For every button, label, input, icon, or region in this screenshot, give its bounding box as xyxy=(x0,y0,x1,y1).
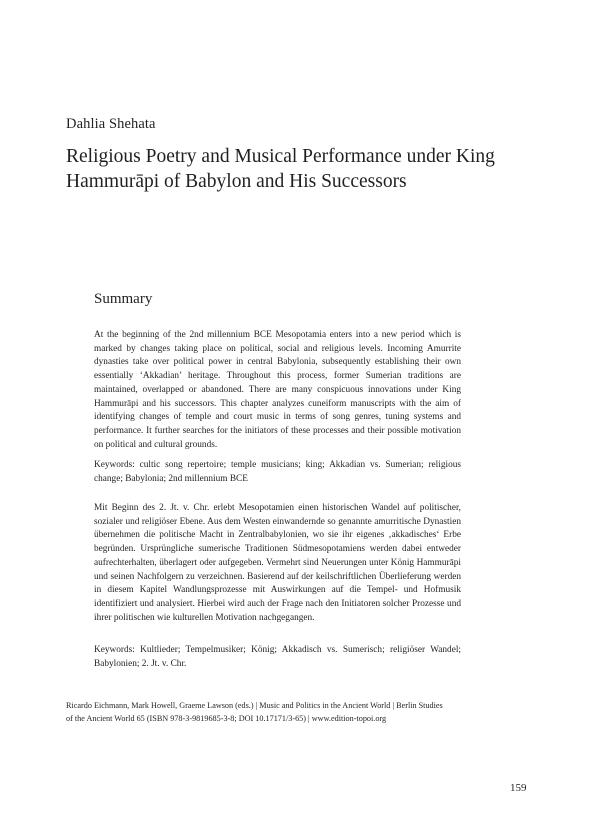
abstract-english: At the beginning of the 2nd millennium BCE Mesopotamia enters into a new period which is marked by changes taking place on political, social and religious levels. Incoming Amurrite dynasties take over political power in central Babylonia, subsequently establishing their own essentially ‘Akkadian’ heritage. Throughout this process, former Sumerian traditions are maintained, overlapped or abandoned. There are many conspicuous innovations under King Hammurāpi and his successors. This chapter analyzes cuneiform manuscripts with the aim of identifying changes of temple and court music in terms of song genres, tuning systems and performance. It further searches for the initiators of these processes and their possible motivation on political and cultural grounds. xyxy=(94,330,461,450)
abstract-german: Mit Beginn des 2. Jt. v. Chr. erlebt Mesopotamien einen historischen Wandel auf politischer, sozialer und religiöser Ebene. Aus dem Westen einwandernde so genannte amurritische Dynastien übernehmen die politische Macht in Zentralbabylonien, wo sie ihr eigenes ‚akkadisches‘ Erbe begründen. Ursprüngliche sumerische Traditionen Südmesopotamiens werden dabei entweder aufrechterhalten, überlagert oder aufgegeben. Vermehrt sind Neuerungen unter König Hammurāpi und seinen Nachfolgern zu verzeichnen. Basierend auf der keilschriftlichen Überlieferung werden in diesem Kapitel Wandlungsprozesse mit Auswirkungen auf die Tempel- und Hofmusik identifiziert und analysiert. Hierbei wird auch der Frage nach den Initiatoren solcher Prozesse und ihrer politischen wie kulturellen Motivation nachgegangen. xyxy=(94,503,461,623)
keywords-german: Keywords: Kultlieder; Tempelmusiker; König; Akkadisch vs. Sumerisch; religiöser Wandel; Babylonien; 2. Jt. v. Chr. xyxy=(94,645,461,669)
chapter-title: Religious Poetry and Musical Performance under King Hammurāpi of Babylon and His Successors xyxy=(66,146,495,192)
author-name: Dahlia Shehata xyxy=(66,116,156,132)
summary-heading: Summary xyxy=(94,291,153,307)
page-number: 159 xyxy=(510,782,527,794)
keywords-english: Keywords: cultic song repertoire; temple musicians; king; Akkadian vs. Sumerian; religious change; Babylonia; 2nd millennium BCE xyxy=(94,460,461,484)
footer-citation: Ricardo Eichmann, Mark Howell, Graeme Lawson (eds.) | Music and Politics in the Ancient World | Berlin Studies of the Ancient World 65 (ISBN 978-3-9819685-3-8; DOI 10.17171/3-65) | www.edition-topoi.org xyxy=(66,701,443,723)
